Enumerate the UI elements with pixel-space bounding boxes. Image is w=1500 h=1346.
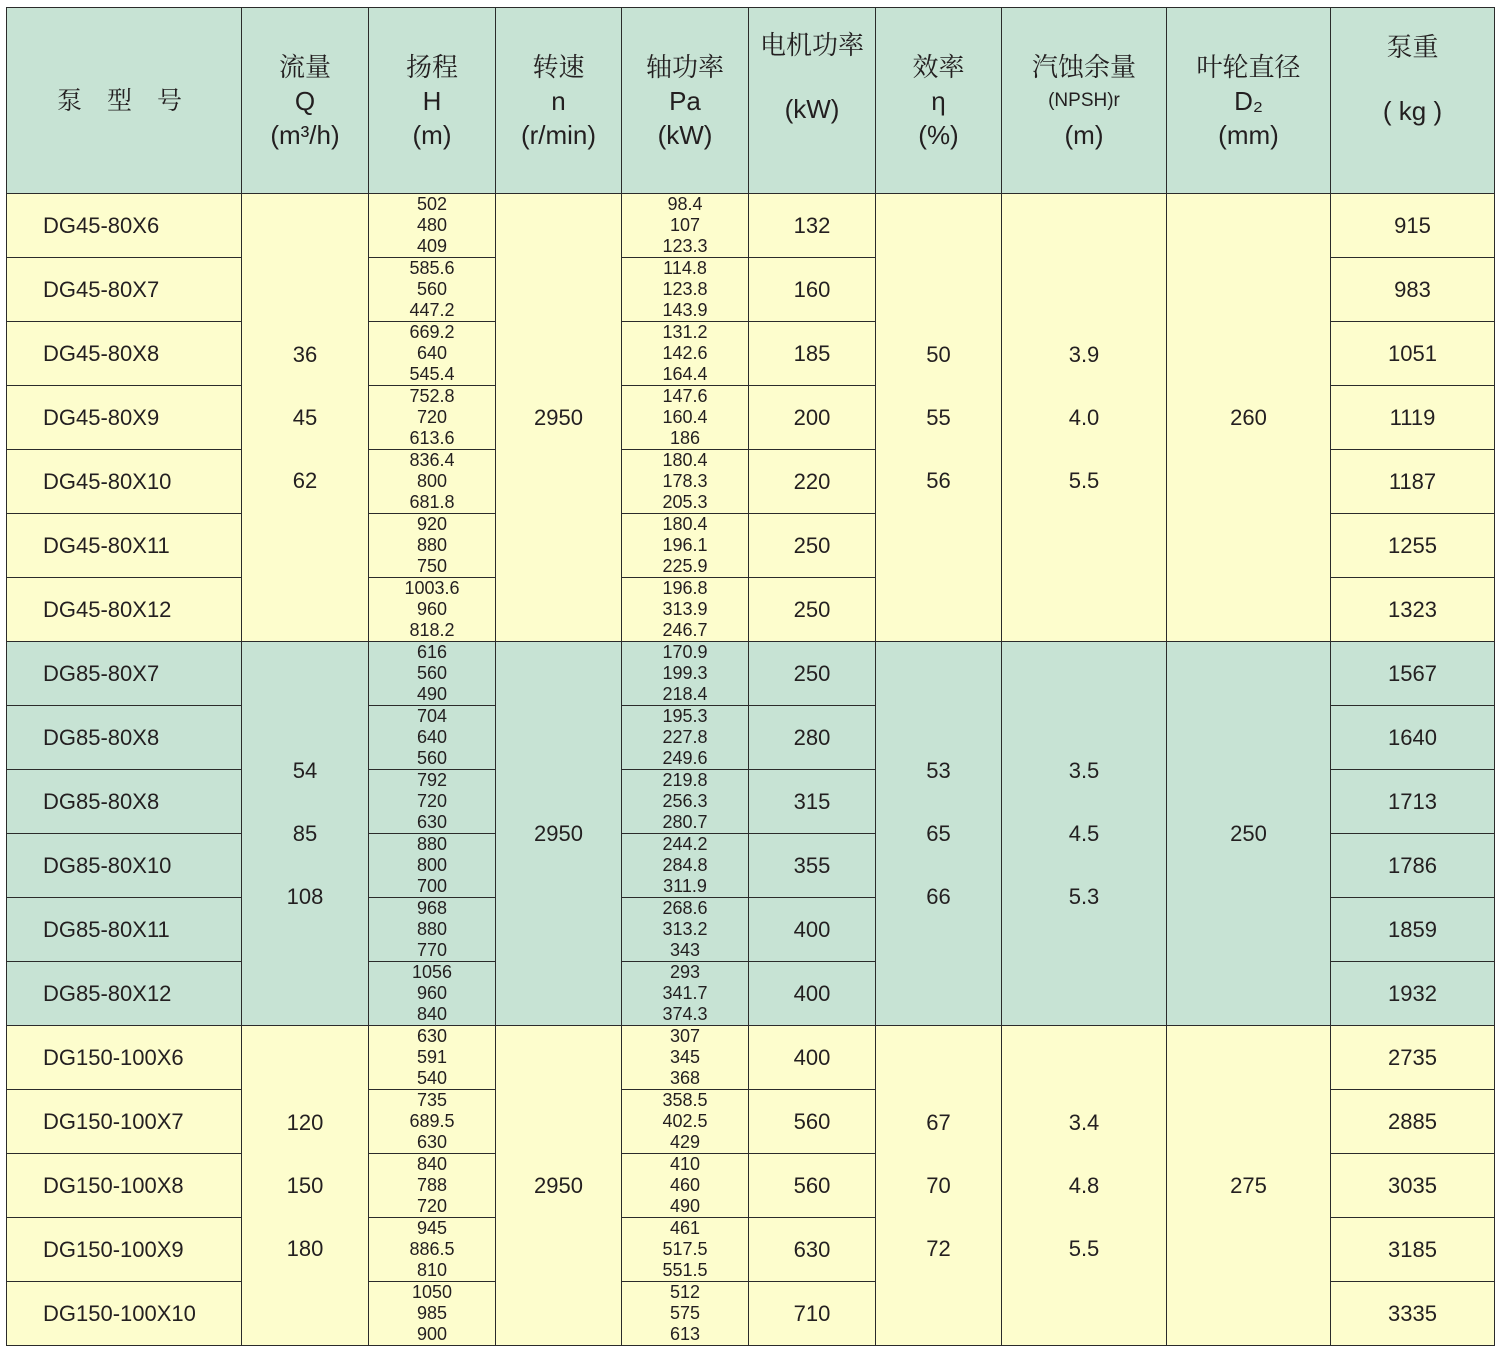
head-cell-value: 1050 — [411, 1282, 453, 1302]
shaft-power-cell-value: 461 — [669, 1218, 701, 1238]
head-cell-value: 960 — [416, 983, 448, 1003]
shaft-power-cell — [622, 322, 749, 386]
shaft-power-cell-value: 345 — [669, 1047, 701, 1067]
head-cell-value: 840 — [416, 1004, 448, 1024]
header-flow: 流量 Q (m³/h) — [242, 8, 369, 194]
shaft-power-cell-value: 307 — [669, 1026, 701, 1046]
shaft-power-cell-value: 244.2 — [662, 834, 708, 854]
head-cell — [369, 1218, 496, 1282]
shaft-power-cell-value: 410 — [669, 1154, 701, 1174]
head-cell-value: 1056 — [411, 962, 453, 982]
header-motor-power: 电机功率 (kW) — [749, 8, 876, 194]
shaft-power-cell-value: 280.7 — [662, 812, 708, 832]
speed-cell: 2950 — [496, 194, 622, 642]
shaft-power-cell-value: 180.4 — [662, 450, 708, 470]
shaft-power-cell — [622, 386, 749, 450]
header-head: 扬程 H (m) — [369, 8, 496, 194]
head-cell-value: 640 — [416, 343, 448, 363]
head-cell-value: 900 — [416, 1324, 448, 1344]
head-cell — [369, 194, 496, 258]
motor-power-cell: 250 — [749, 578, 876, 642]
motor-power-cell: 630 — [749, 1218, 876, 1282]
shaft-power-cell-value: 284.8 — [662, 855, 708, 875]
shaft-power-cell-value: 575 — [669, 1303, 701, 1323]
head-cell — [369, 834, 496, 898]
head-cell-value: 880 — [416, 919, 448, 939]
head-cell — [369, 642, 496, 706]
shaft-power-cell-value: 123.8 — [662, 279, 708, 299]
model-cell: DG45-80X10 — [7, 450, 242, 514]
head-cell-value: 836.4 — [409, 450, 455, 470]
motor-power-cell: 185 — [749, 322, 876, 386]
npsh-cell — [1002, 642, 1167, 1026]
head-cell — [369, 962, 496, 1026]
shaft-power-cell-value: 293 — [669, 962, 701, 982]
shaft-power-cell-value: 268.6 — [662, 898, 708, 918]
shaft-power-cell — [622, 1026, 749, 1090]
head-cell-value: 545.4 — [409, 364, 455, 384]
flow-cell-value: 45 — [292, 405, 318, 430]
header-speed: 转速 n (r/min) — [496, 8, 622, 194]
motor-power-cell: 280 — [749, 706, 876, 770]
flow-cell-value: 108 — [286, 884, 324, 909]
head-cell — [369, 258, 496, 322]
shaft-power-cell — [622, 1154, 749, 1218]
shaft-power-cell-value: 429 — [669, 1132, 701, 1152]
shaft-power-cell — [622, 770, 749, 834]
shaft-power-cell-value: 142.6 — [662, 343, 708, 363]
shaft-power-cell-value: 246.7 — [662, 620, 708, 640]
npsh-cell-value: 5.5 — [1068, 468, 1100, 493]
motor-power-cell: 710 — [749, 1282, 876, 1346]
shaft-power-cell-value: 199.3 — [662, 663, 708, 683]
header-model: 泵 型 号 — [7, 8, 242, 194]
head-cell-value: 502 — [416, 194, 448, 214]
shaft-power-cell-value: 402.5 — [662, 1111, 708, 1131]
weight-cell: 1119 — [1331, 386, 1495, 450]
head-cell-value: 585.6 — [409, 258, 455, 278]
head-cell-value: 792 — [416, 770, 448, 790]
motor-power-cell: 560 — [749, 1090, 876, 1154]
head-cell-value: 616 — [416, 642, 448, 662]
head-cell-value: 886.5 — [409, 1239, 455, 1259]
shaft-power-cell — [622, 1218, 749, 1282]
shaft-power-cell-value: 311.9 — [663, 876, 707, 896]
efficiency-cell-value: 70 — [926, 1173, 951, 1198]
model-cell: DG85-80X8 — [7, 706, 242, 770]
shaft-power-cell-value: 551.5 — [662, 1260, 708, 1280]
weight-cell: 1640 — [1331, 706, 1495, 770]
shaft-power-cell-value: 160.4 — [662, 407, 708, 427]
header-npsh: 汽蚀余量 (NPSH)r (m) — [1002, 8, 1167, 194]
flow-cell-value: 54 — [292, 758, 318, 783]
shaft-power-cell-value: 196.1 — [662, 535, 708, 555]
shaft-power-cell-value: 225.9 — [662, 556, 708, 576]
head-cell-value: 985 — [416, 1303, 448, 1323]
motor-power-cell: 160 — [749, 258, 876, 322]
shaft-power-cell-value: 368 — [669, 1068, 701, 1088]
head-cell-value: 788 — [416, 1175, 448, 1195]
head-cell-value: 800 — [416, 855, 448, 875]
head-cell — [369, 1026, 496, 1090]
flow-cell — [242, 642, 369, 1026]
shaft-power-cell-value: 178.3 — [662, 471, 708, 491]
shaft-power-cell-value: 164.4 — [662, 364, 708, 384]
flow-cell — [242, 194, 369, 642]
head-cell-value: 669.2 — [409, 322, 455, 342]
shaft-power-cell-value: 218.4 — [662, 684, 708, 704]
shaft-power-cell-value: 341.7 — [662, 983, 708, 1003]
npsh-cell-value: 3.9 — [1068, 342, 1100, 367]
head-cell — [369, 1090, 496, 1154]
shaft-power-cell-value: 147.6 — [662, 386, 708, 406]
shaft-power-cell — [622, 1090, 749, 1154]
motor-power-cell: 400 — [749, 1026, 876, 1090]
shaft-power-cell-value: 512 — [669, 1282, 701, 1302]
efficiency-cell — [876, 1026, 1002, 1346]
efficiency-cell-value: 65 — [926, 821, 951, 846]
head-cell — [369, 514, 496, 578]
head-cell-value: 689.5 — [409, 1111, 455, 1131]
shaft-power-cell-value: 490 — [669, 1196, 701, 1216]
weight-cell: 2735 — [1331, 1026, 1495, 1090]
npsh-cell — [1002, 1026, 1167, 1346]
speed-cell: 2950 — [496, 1026, 622, 1346]
model-cell: DG45-80X9 — [7, 386, 242, 450]
shaft-power-cell-value: 517.5 — [662, 1239, 708, 1259]
shaft-power-cell-value: 170.9 — [662, 642, 708, 662]
npsh-cell-value: 3.5 — [1068, 758, 1100, 783]
header-row — [7, 8, 1495, 194]
speed-cell: 2950 — [496, 642, 622, 1026]
head-cell-value: 840 — [416, 1154, 448, 1174]
head-cell-value: 560 — [416, 663, 448, 683]
motor-power-cell: 132 — [749, 194, 876, 258]
shaft-power-cell-value: 313.2 — [662, 919, 708, 939]
header-shaft-power: 轴功率 Pa (kW) — [622, 8, 749, 194]
shaft-power-cell-value: 114.8 — [663, 258, 707, 278]
header-efficiency: 效率 η (%) — [876, 8, 1002, 194]
shaft-power-cell — [622, 962, 749, 1026]
shaft-power-cell-value: 195.3 — [662, 706, 708, 726]
head-cell — [369, 1282, 496, 1346]
weight-cell: 3335 — [1331, 1282, 1495, 1346]
weight-cell: 1932 — [1331, 962, 1495, 1026]
flow-cell-value: 85 — [292, 821, 318, 846]
shaft-power-cell-value: 358.5 — [662, 1090, 708, 1110]
head-cell-value: 630 — [416, 1026, 448, 1046]
head-cell — [369, 706, 496, 770]
motor-power-cell: 355 — [749, 834, 876, 898]
efficiency-cell-value: 72 — [926, 1236, 951, 1261]
head-cell — [369, 386, 496, 450]
head-cell-value: 720 — [416, 1196, 448, 1216]
weight-cell: 1567 — [1331, 642, 1495, 706]
flow-cell-value: 180 — [286, 1236, 324, 1261]
model-cell: DG85-80X11 — [7, 898, 242, 962]
weight-cell: 1713 — [1331, 770, 1495, 834]
head-cell-value: 640 — [416, 727, 448, 747]
motor-power-cell: 200 — [749, 386, 876, 450]
head-cell — [369, 578, 496, 642]
npsh-cell-value: 4.0 — [1068, 405, 1100, 430]
efficiency-cell-value: 53 — [926, 758, 951, 783]
head-cell-value: 613.6 — [409, 428, 455, 448]
shaft-power-cell-value: 205.3 — [662, 492, 708, 512]
model-cell: DG85-80X8 — [7, 770, 242, 834]
shaft-power-cell — [622, 578, 749, 642]
head-cell-value: 800 — [416, 471, 448, 491]
shaft-power-cell-value: 343 — [669, 940, 701, 960]
head-cell-value: 560 — [416, 279, 448, 299]
head-cell — [369, 770, 496, 834]
head-cell-value: 752.8 — [409, 386, 455, 406]
head-cell-value: 681.8 — [409, 492, 455, 512]
npsh-cell-value: 4.5 — [1068, 821, 1100, 846]
shaft-power-cell — [622, 706, 749, 770]
head-cell-value: 770 — [416, 940, 448, 960]
head-cell-value: 630 — [416, 812, 448, 832]
head-cell-value: 818.2 — [409, 620, 455, 640]
model-cell: DG150-100X9 — [7, 1218, 242, 1282]
head-cell-value: 945 — [416, 1218, 448, 1238]
pump-spec-table — [6, 7, 1495, 1346]
table-row — [7, 642, 1495, 706]
model-cell: DG150-100X10 — [7, 1282, 242, 1346]
weight-cell: 1859 — [1331, 898, 1495, 962]
model-cell: DG45-80X11 — [7, 514, 242, 578]
shaft-power-cell — [622, 514, 749, 578]
head-cell-value: 540 — [416, 1068, 448, 1088]
efficiency-cell — [876, 194, 1002, 642]
head-cell-value: 1003.6 — [404, 578, 460, 598]
head-cell-value: 960 — [416, 599, 448, 619]
head-cell-value: 720 — [416, 791, 448, 811]
shaft-power-cell — [622, 194, 749, 258]
shaft-power-cell — [622, 258, 749, 322]
model-cell: DG45-80X7 — [7, 258, 242, 322]
head-cell-value: 750 — [416, 556, 448, 576]
shaft-power-cell-value: 313.9 — [662, 599, 708, 619]
efficiency-cell-value: 56 — [926, 468, 951, 493]
shaft-power-cell-value: 460 — [669, 1175, 701, 1195]
model-cell: DG150-100X8 — [7, 1154, 242, 1218]
weight-cell: 1786 — [1331, 834, 1495, 898]
motor-power-cell: 400 — [749, 962, 876, 1026]
motor-power-cell: 250 — [749, 642, 876, 706]
model-cell: DG85-80X10 — [7, 834, 242, 898]
head-cell-value: 480 — [416, 215, 448, 235]
efficiency-cell — [876, 642, 1002, 1026]
weight-cell: 3185 — [1331, 1218, 1495, 1282]
motor-power-cell: 220 — [749, 450, 876, 514]
shaft-power-cell — [622, 1282, 749, 1346]
flow-cell-value: 120 — [286, 1110, 324, 1135]
flow-cell-value: 36 — [292, 342, 318, 367]
efficiency-cell-value: 50 — [926, 342, 951, 367]
efficiency-cell-value: 55 — [926, 405, 951, 430]
table-row — [7, 1026, 1495, 1090]
head-cell-value: 591 — [416, 1047, 448, 1067]
weight-cell: 1187 — [1331, 450, 1495, 514]
motor-power-cell: 400 — [749, 898, 876, 962]
motor-power-cell: 560 — [749, 1154, 876, 1218]
shaft-power-cell-value: 227.8 — [662, 727, 708, 747]
model-cell: DG150-100X7 — [7, 1090, 242, 1154]
shaft-power-cell — [622, 834, 749, 898]
model-cell: DG45-80X12 — [7, 578, 242, 642]
model-cell: DG85-80X12 — [7, 962, 242, 1026]
header-impeller-diameter: 叶轮直径 D₂ (mm) — [1167, 8, 1331, 194]
shaft-power-cell — [622, 642, 749, 706]
efficiency-cell-value: 67 — [926, 1110, 951, 1135]
head-cell-value: 968 — [416, 898, 448, 918]
head-cell-value: 447.2 — [409, 300, 455, 320]
head-cell-value: 560 — [416, 748, 448, 768]
head-cell-value: 700 — [416, 876, 448, 896]
weight-cell: 1255 — [1331, 514, 1495, 578]
flow-cell-value: 150 — [286, 1173, 324, 1198]
npsh-cell-value: 3.4 — [1068, 1110, 1100, 1135]
head-cell-value: 880 — [416, 535, 448, 555]
impeller-diameter-cell: 275 — [1167, 1026, 1331, 1346]
head-cell-value: 490 — [416, 684, 448, 704]
shaft-power-cell-value: 249.6 — [662, 748, 708, 768]
head-cell — [369, 322, 496, 386]
shaft-power-cell-value: 613 — [669, 1324, 701, 1344]
head-cell-value: 920 — [416, 514, 448, 534]
head-cell-value: 704 — [416, 706, 448, 726]
shaft-power-cell-value: 256.3 — [662, 791, 708, 811]
flow-cell-value: 62 — [292, 468, 318, 493]
head-cell-value: 810 — [416, 1260, 448, 1280]
motor-power-cell: 250 — [749, 514, 876, 578]
npsh-cell-value: 5.5 — [1068, 1236, 1100, 1261]
shaft-power-cell-value: 374.3 — [662, 1004, 708, 1024]
head-cell — [369, 1154, 496, 1218]
npsh-cell-value: 4.8 — [1068, 1173, 1100, 1198]
header-weight: 泵重 ( kg ) — [1331, 8, 1495, 194]
model-cell: DG45-80X6 — [7, 194, 242, 258]
shaft-power-cell-value: 123.3 — [662, 236, 708, 256]
shaft-power-cell — [622, 450, 749, 514]
head-cell — [369, 898, 496, 962]
weight-cell: 915 — [1331, 194, 1495, 258]
shaft-power-cell-value: 131.2 — [662, 322, 708, 342]
weight-cell: 1323 — [1331, 578, 1495, 642]
efficiency-cell-value: 66 — [926, 884, 951, 909]
impeller-diameter-cell: 250 — [1167, 642, 1331, 1026]
flow-cell — [242, 1026, 369, 1346]
shaft-power-cell-value: 186 — [669, 428, 701, 448]
head-cell-value: 880 — [416, 834, 448, 854]
table-row — [7, 194, 1495, 258]
shaft-power-cell-value: 196.8 — [662, 578, 708, 598]
model-cell: DG45-80X8 — [7, 322, 242, 386]
weight-cell: 2885 — [1331, 1090, 1495, 1154]
head-cell-value: 409 — [416, 236, 448, 256]
weight-cell: 3035 — [1331, 1154, 1495, 1218]
head-cell-value: 720 — [416, 407, 448, 427]
shaft-power-cell-value: 107 — [669, 215, 701, 235]
weight-cell: 1051 — [1331, 322, 1495, 386]
shaft-power-cell-value: 98.4 — [667, 194, 703, 214]
shaft-power-cell-value: 180.4 — [662, 514, 708, 534]
motor-power-cell: 315 — [749, 770, 876, 834]
shaft-power-cell-value: 143.9 — [662, 300, 708, 320]
impeller-diameter-cell: 260 — [1167, 194, 1331, 642]
head-cell — [369, 450, 496, 514]
model-cell: DG85-80X7 — [7, 642, 242, 706]
npsh-cell — [1002, 194, 1167, 642]
head-cell-value: 735 — [416, 1090, 448, 1110]
npsh-cell-value: 5.3 — [1068, 884, 1100, 909]
shaft-power-cell — [622, 898, 749, 962]
weight-cell: 983 — [1331, 258, 1495, 322]
shaft-power-cell-value: 219.8 — [662, 770, 708, 790]
model-cell: DG150-100X6 — [7, 1026, 242, 1090]
head-cell-value: 630 — [416, 1132, 448, 1152]
